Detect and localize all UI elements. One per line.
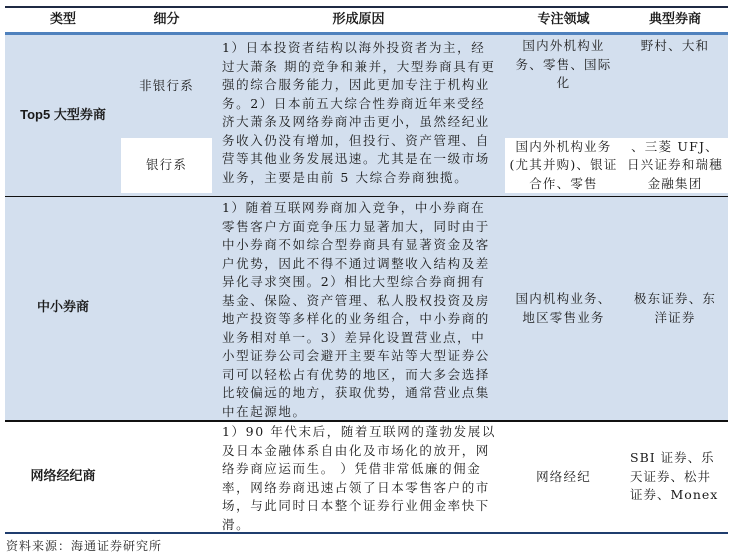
row-top5-typical-nonbank: 野村、大和 <box>622 35 728 138</box>
row-top5-type: Top5 大型券商 <box>5 35 121 196</box>
source-note: 资料来源：海通证券研究所 <box>6 539 163 553</box>
table-header <box>5 8 728 32</box>
header-type: 类型 <box>49 12 76 27</box>
header-reason: 形成原因 <box>332 12 385 27</box>
row-small-sub <box>121 197 212 420</box>
row-top5-typical-bank: 、三菱 UFJ、日兴证券和瑞穗金融集团 <box>622 138 728 193</box>
table-bottom-rule <box>5 532 728 534</box>
row-online-sub <box>121 422 212 532</box>
row-small-typical: 极东证券、东洋证券 <box>622 197 728 420</box>
row-top5-sub-bank: 银行系 <box>121 138 212 193</box>
header-typical: 典型券商 <box>648 12 701 27</box>
row-top5-sub-nonbank: 非银行系 <box>121 35 212 138</box>
row-top5-reason: 1）日本投资者结构以海外投资者为主，经过大萧条 期的竞争和兼并，大型券商具有更强的综合服务能力，因此更加专注于机构业务。2）日本前五大综合性券商近年来受经济大萧条及网络券商冲击更小，虽然经纪业务收入仍没有增加，但投行、资产管理、自营等其他业务发展迅速。尤其是在一级市场业务，主要是由前 5 大综合券商独揽。 <box>212 35 505 196</box>
row-small-focus: 国内机构业务、地区零售业务 <box>505 197 622 420</box>
row-top5-focus-nonbank: 国内外机构业务、零售、国际化 <box>505 35 622 138</box>
row-small-reason: 1）随着互联网券商加入竞争，中小券商在零售客户方面竞争压力显著加大，同时由于中小券商不如综合型券商具有显著资金及客户优势，因此不得不通过调整收入结构及差异化寻求突围。2）相比大型综合券商拥有基金、保险、资产管理、私人股权投资及房地产投资等多样化的业务组合，中小券商的业务相对单一。3）差异化设置营业点，中小型证券公司会避开主要车站等大型证券公司可以轻松占有优势的地区，而大多会选择比较偏远的地方，获取优势，通常营业点集中在起源地。 <box>212 197 505 420</box>
row-online-typical: SBI 证券、乐天证券、松井证券、Monex <box>622 422 728 532</box>
row-online-focus: 网络经纪 <box>505 422 622 532</box>
row-online-type: 网络经纪商 <box>5 422 121 532</box>
row-online-reason: 1）90 年代末后，随着互联网的蓬勃发展以及日本金融体系自由化及市场化的放开，网络券商应运而生。 ）凭借非常低廉的佣金率，网络券商迅速占领了日本零售客户的市场，与此同时日本整个证券行业佣金率快下滑。 <box>212 422 505 532</box>
header-focus: 专注领域 <box>537 12 590 27</box>
row-top5-focus-bank: 国内外机构业务(尤其并购)、银证合作、零售 <box>505 138 622 193</box>
header-subcategory: 细分 <box>153 12 180 27</box>
row-small-type: 中小券商 <box>5 197 121 420</box>
